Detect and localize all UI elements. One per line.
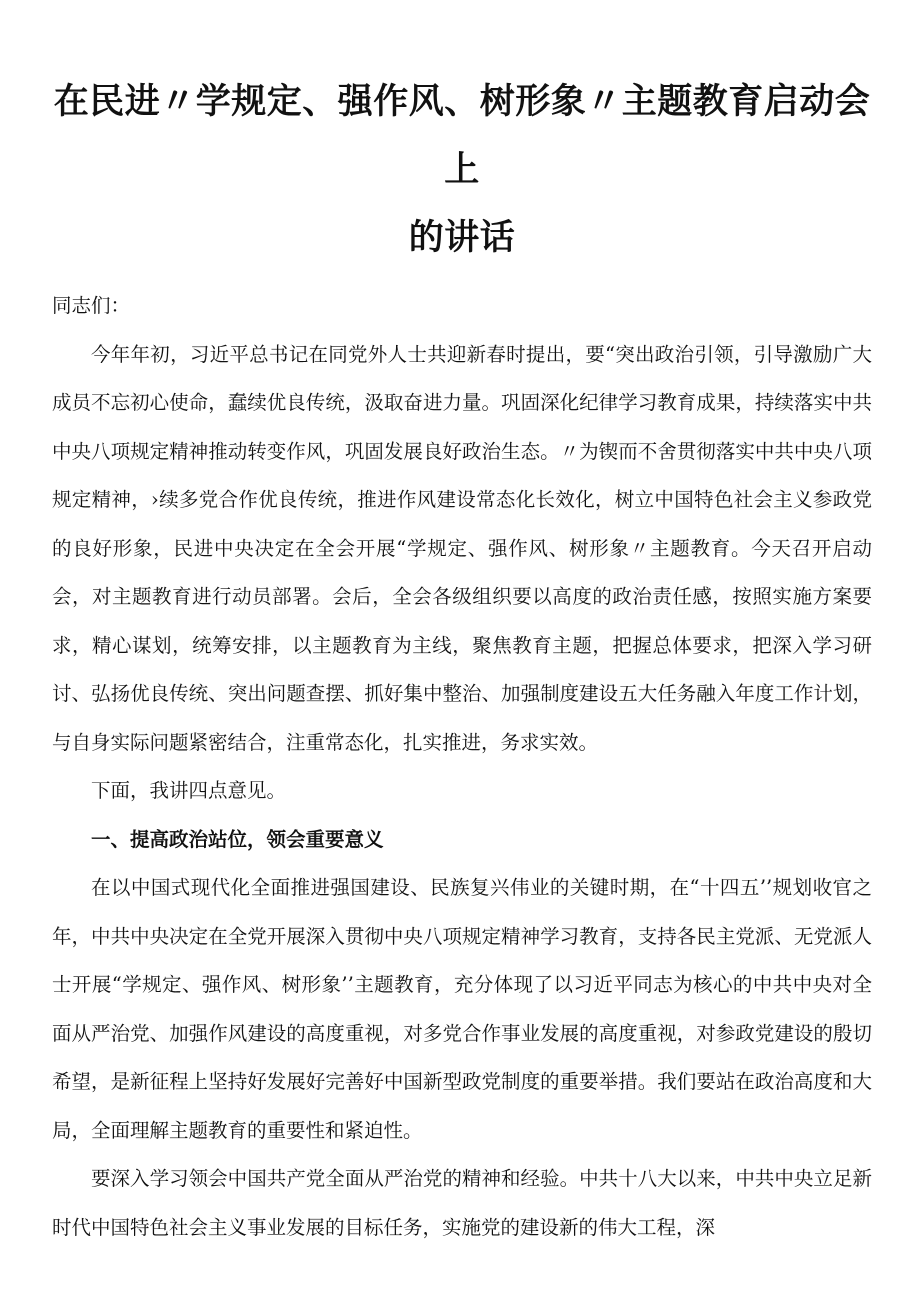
title-line-1: 在民进〃学规定、强作风、树形象〃主题教育启动会上 [53,82,871,190]
section-heading-1: 一、提高政治站位，领会重要意义 [91,827,384,851]
document-title [52,68,872,272]
title-line-2: 的讲话 [408,218,516,258]
salutation: 同志们： [52,294,131,317]
paragraph-section1-b: 要深入学习领会中国共产党全面从严治党的精神和经验。中共十八大以来，中共中央立足新时代中国特色社会主义事业发展的目标任务，实施党的建设新的伟大工程，深 [52,1167,872,1239]
document-body [52,282,872,1252]
paragraph-transition: 下面，我讲四点意见。 [91,779,287,802]
paragraph-intro: 今年年初，习近平总书记在同党外人士共迎新春时提出，要“突出政治引领，引导激励广大成员不忘初心使命，蠢续优良传统，汲取奋进力量。巩固深化纪律学习教育成果，持续落实中共中央八项规定精神推动转变作风，巩固发展良好政治生态。〃为锲而不舍贯彻落实中共中央八项规定精神，›续多党合作优良传统，推进作风建设常态化长效化，树立中国特色社会主义参政党的良好形象，民进中央决定在全会开展“学规定、强作风、树形象〃主题教育。今天召开启动会，对主题教育进行动员部署。会后，全会各级组织要以高度的政治责任感，按照实施方案要求，精心谋划，统筹安排，以主题教育为主线，聚焦教育主题，把握总体要求，把深入学习研讨、弘扬优良传统、突出问题查摆、抓好集中整治、加强制度建设五大任务融入年度工作计划，与自身实际问题紧密结合，注重常态化，扎实推进，务求实效。 [52,342,872,754]
paragraph-section1-a: 在以中国式现代化全面推进强国建设、民族复兴伟业的关键时期，在“十四五’’规划收官之年，中共中央决定在全党开展深入贯彻中央八项规定精神学习教育，支持各民主党派、无党派人士开展“学规定、强作风、树形象’’主题教育，充分体现了以习近平同志为核心的中共中央对全面从严治党、加强作风建设的高度重视，对多党合作事业发展的高度重视，对参政党建设的殷切希望，是新征程上坚持好发展好完善好中国新型政党制度的重要举措。我们要站在政治高度和大局，全面理解主题教育的重要性和紧迫性。 [52,876,872,1142]
